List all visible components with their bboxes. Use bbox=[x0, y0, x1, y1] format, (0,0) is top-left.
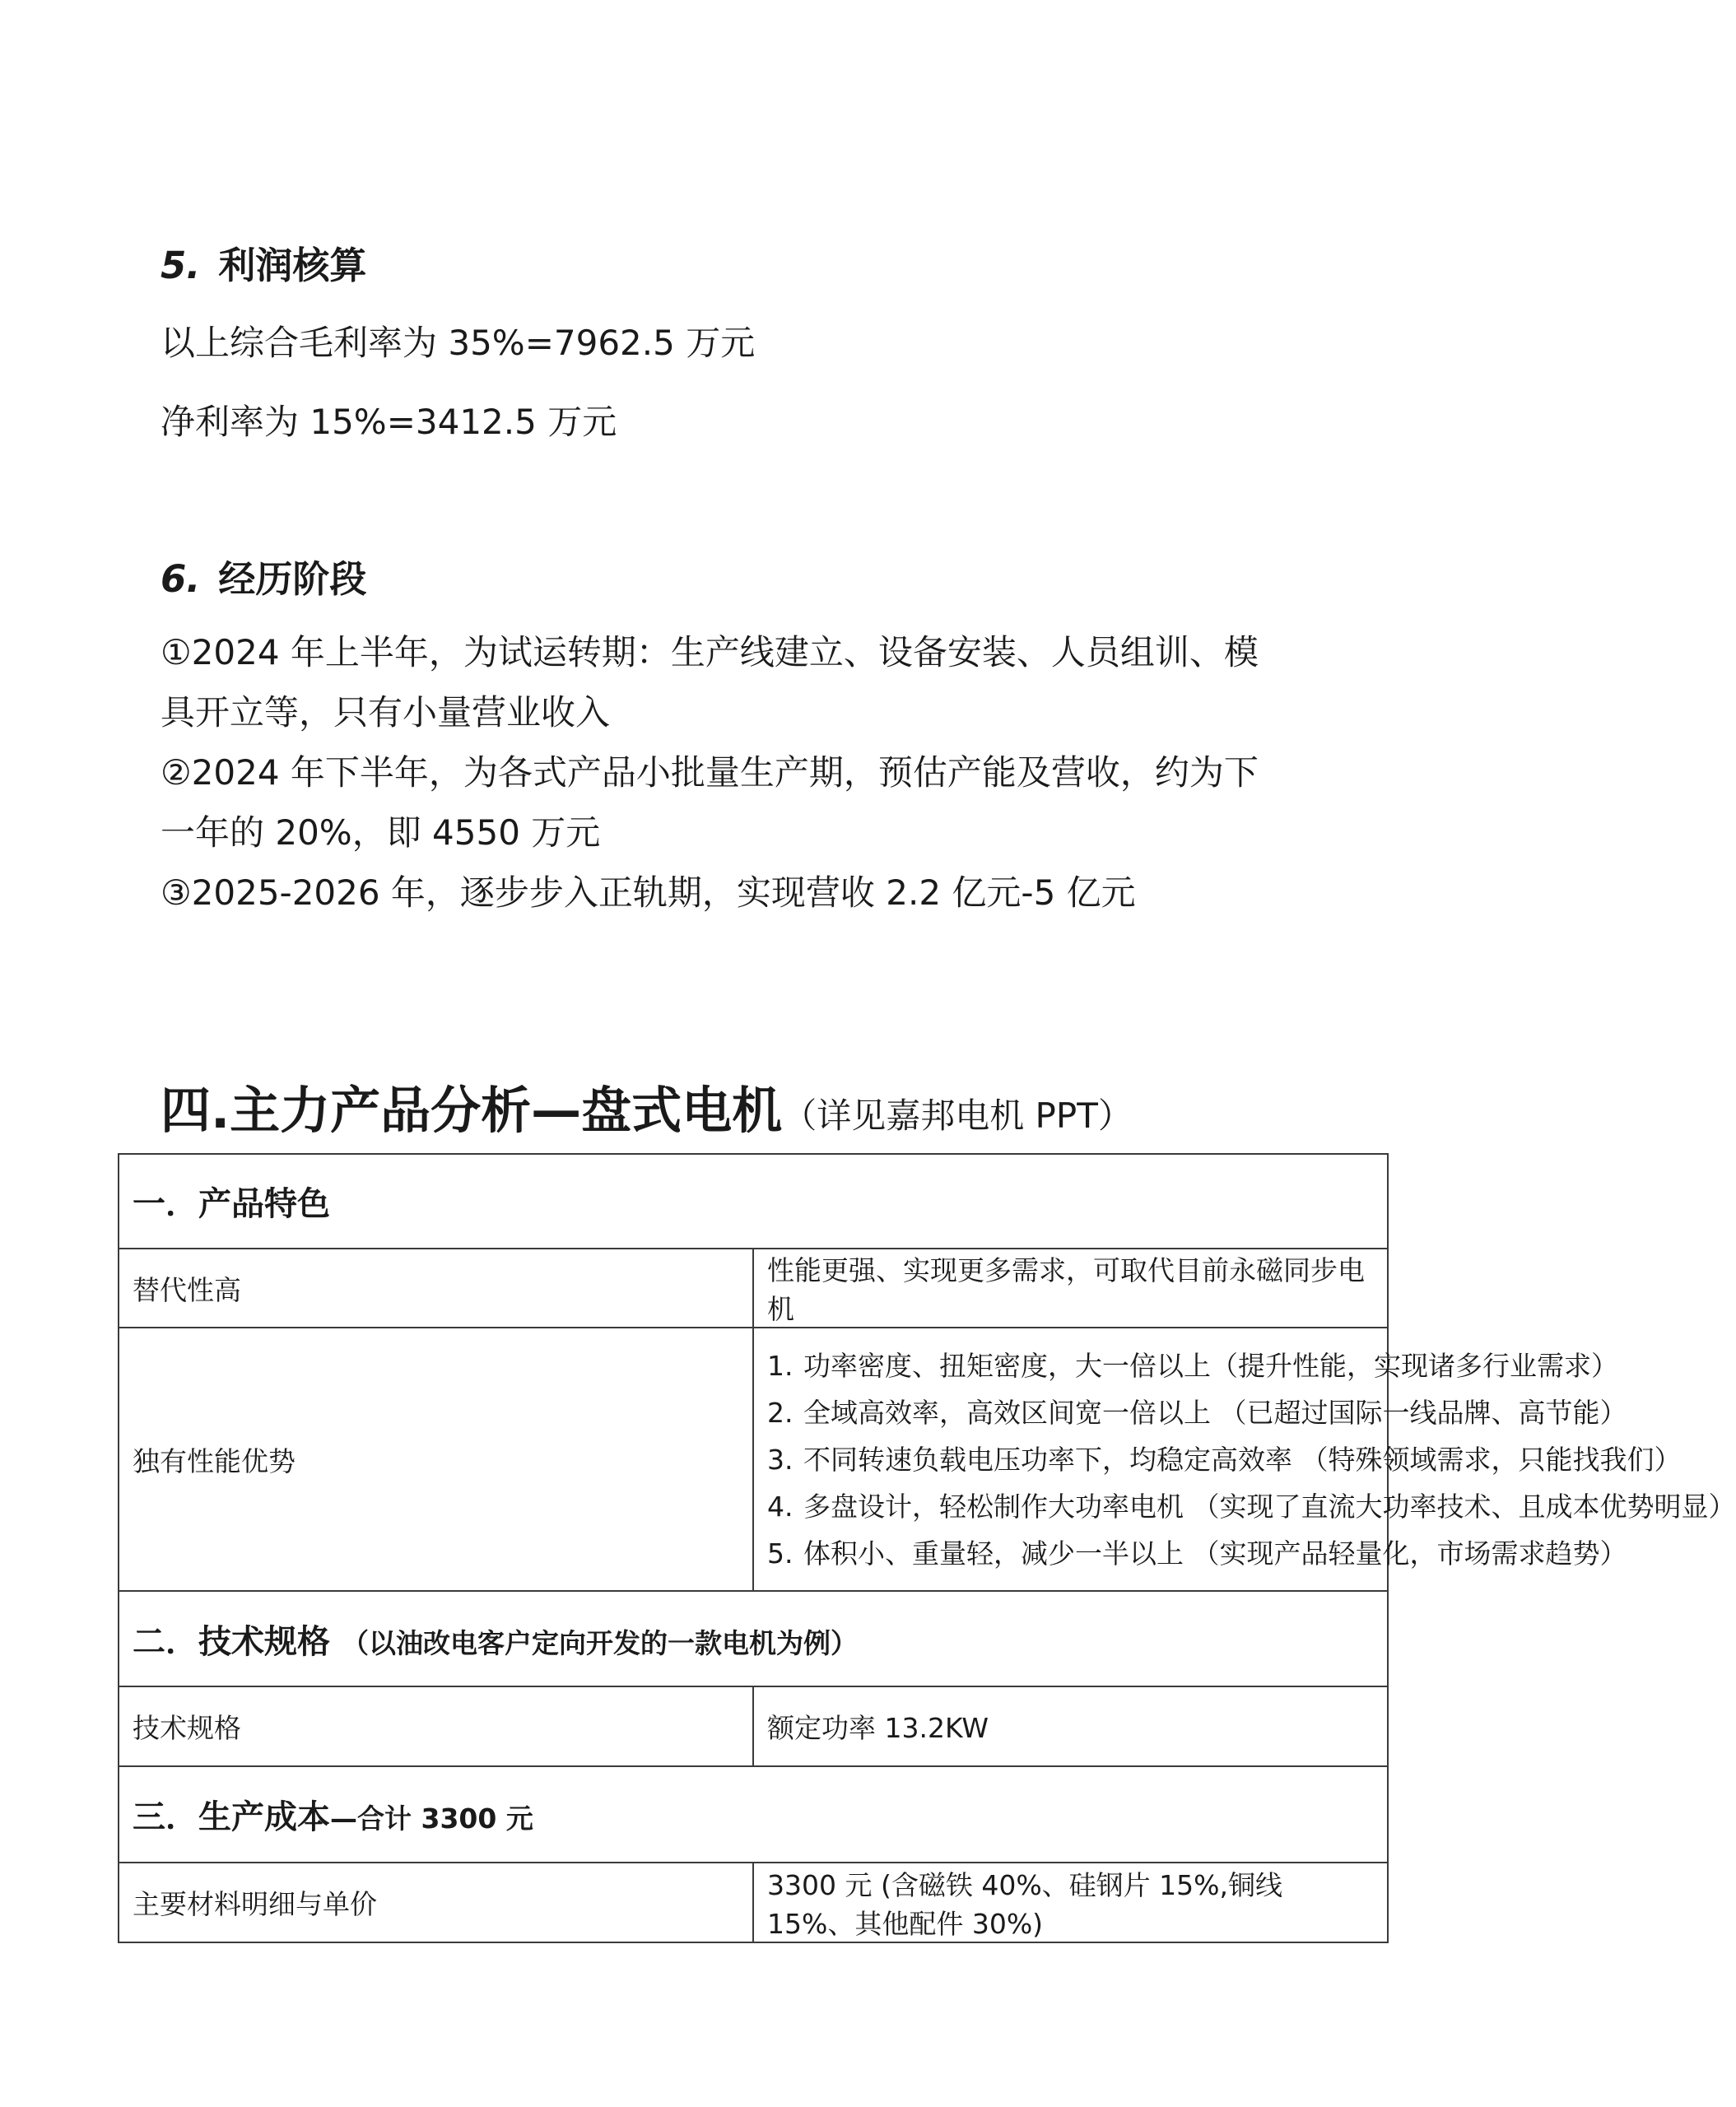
row-value-spec: 额定功率 13.2KW bbox=[753, 1686, 1388, 1766]
section6-heading bbox=[161, 557, 367, 601]
section6-number: 6. bbox=[161, 557, 201, 601]
section6-line-2: 具开立等，只有小量营业收入 bbox=[161, 692, 611, 733]
section5-heading bbox=[161, 244, 367, 287]
section-cost-header bbox=[119, 1766, 1388, 1863]
section4-subtitle: （详见嘉邦电机 PPT） bbox=[782, 1095, 1133, 1137]
advantages-list bbox=[767, 1342, 1736, 1577]
list-item-text: 体积小、重量轻，减少一半以上 （实现产品轻量化，市场需求趋势） bbox=[803, 1537, 1627, 1570]
section-features-header: 一．产品特色 bbox=[119, 1154, 1388, 1249]
list-item-number: 2. bbox=[767, 1396, 794, 1429]
section5-line-gross-margin: 以上综合毛利率为 35%=7962.5 万元 bbox=[161, 323, 756, 363]
table-row bbox=[119, 1328, 1388, 1591]
list-item-number: 4. bbox=[767, 1490, 794, 1523]
row-label-materials: 主要材料明细与单价 bbox=[119, 1863, 753, 1942]
section4-heading bbox=[161, 1081, 1133, 1141]
list-item bbox=[767, 1389, 1627, 1436]
product-analysis-table bbox=[118, 1153, 1736, 1943]
section-specs-header bbox=[119, 1591, 1388, 1686]
section4-title: 四.主力产品分析—盘式电机 bbox=[161, 1081, 783, 1141]
row-value-replaceability: 性能更强、实现更多需求，可取代目前永磁同步电机 bbox=[753, 1249, 1388, 1328]
table-section-row bbox=[119, 1154, 1388, 1249]
section-specs-note: （以油改电客户定向开发的一款电机为例） bbox=[341, 1626, 858, 1659]
list-item-number: 5. bbox=[767, 1537, 794, 1570]
table-row bbox=[119, 1863, 1388, 1942]
list-item-number: 1. bbox=[767, 1349, 794, 1382]
section6-line-3: ②2024 年下半年，为各式产品小批量生产期，预估产能及营收，约为下 bbox=[161, 752, 1259, 793]
section6-line-5: ③2025-2026 年，逐步步入正轨期，实现营收 2.2 亿元-5 亿元 bbox=[161, 872, 1136, 913]
row-value-materials: 3300 元 (含磁铁 40%、硅钢片 15%,铜线 15%、其他配件 30%) bbox=[753, 1863, 1388, 1942]
list-item-text: 全域高效率，高效区间宽一倍以上 （已超过国际一线品牌、高节能） bbox=[803, 1396, 1627, 1429]
row-label-spec: 技术规格 bbox=[119, 1686, 753, 1766]
section5-number: 5. bbox=[161, 244, 201, 287]
table-row bbox=[119, 1686, 1388, 1766]
list-item-text: 多盘设计，轻松制作大功率电机 （实现了直流大功率技术、且成本优势明显） bbox=[803, 1490, 1736, 1523]
table-section-row bbox=[119, 1766, 1388, 1863]
section5-line-net-margin: 净利率为 15%=3412.5 万元 bbox=[161, 402, 617, 442]
section-specs-title: 二．技术规格 bbox=[133, 1622, 330, 1661]
table-row bbox=[119, 1249, 1388, 1328]
list-item bbox=[767, 1436, 1682, 1483]
list-item-text: 功率密度、扭矩密度，大一倍以上（提升性能，实现诸多行业需求） bbox=[803, 1349, 1618, 1382]
list-item bbox=[767, 1530, 1627, 1577]
row-label-advantages: 独有性能优势 bbox=[119, 1328, 753, 1591]
list-item bbox=[767, 1342, 1618, 1389]
section5-title: 利润核算 bbox=[218, 244, 367, 287]
row-label-replaceability: 替代性高 bbox=[119, 1249, 753, 1328]
section6-line-4: 一年的 20%，即 4550 万元 bbox=[161, 812, 601, 853]
section6-line-1: ①2024 年上半年，为试运转期：生产线建立、设备安装、人员组训、模 bbox=[161, 632, 1259, 672]
row-value-advantages bbox=[753, 1328, 1736, 1591]
section-cost-note: —合计 3300 元 bbox=[330, 1802, 533, 1835]
list-item-number: 3. bbox=[767, 1443, 794, 1476]
table-section-row bbox=[119, 1591, 1388, 1686]
section6-title: 经历阶段 bbox=[218, 557, 367, 601]
list-item bbox=[767, 1483, 1736, 1530]
list-item-text: 不同转速负载电压功率下，均稳定高效率 （特殊领域需求，只能找我们） bbox=[803, 1443, 1682, 1476]
section-cost-title: 三．生产成本 bbox=[133, 1798, 330, 1836]
